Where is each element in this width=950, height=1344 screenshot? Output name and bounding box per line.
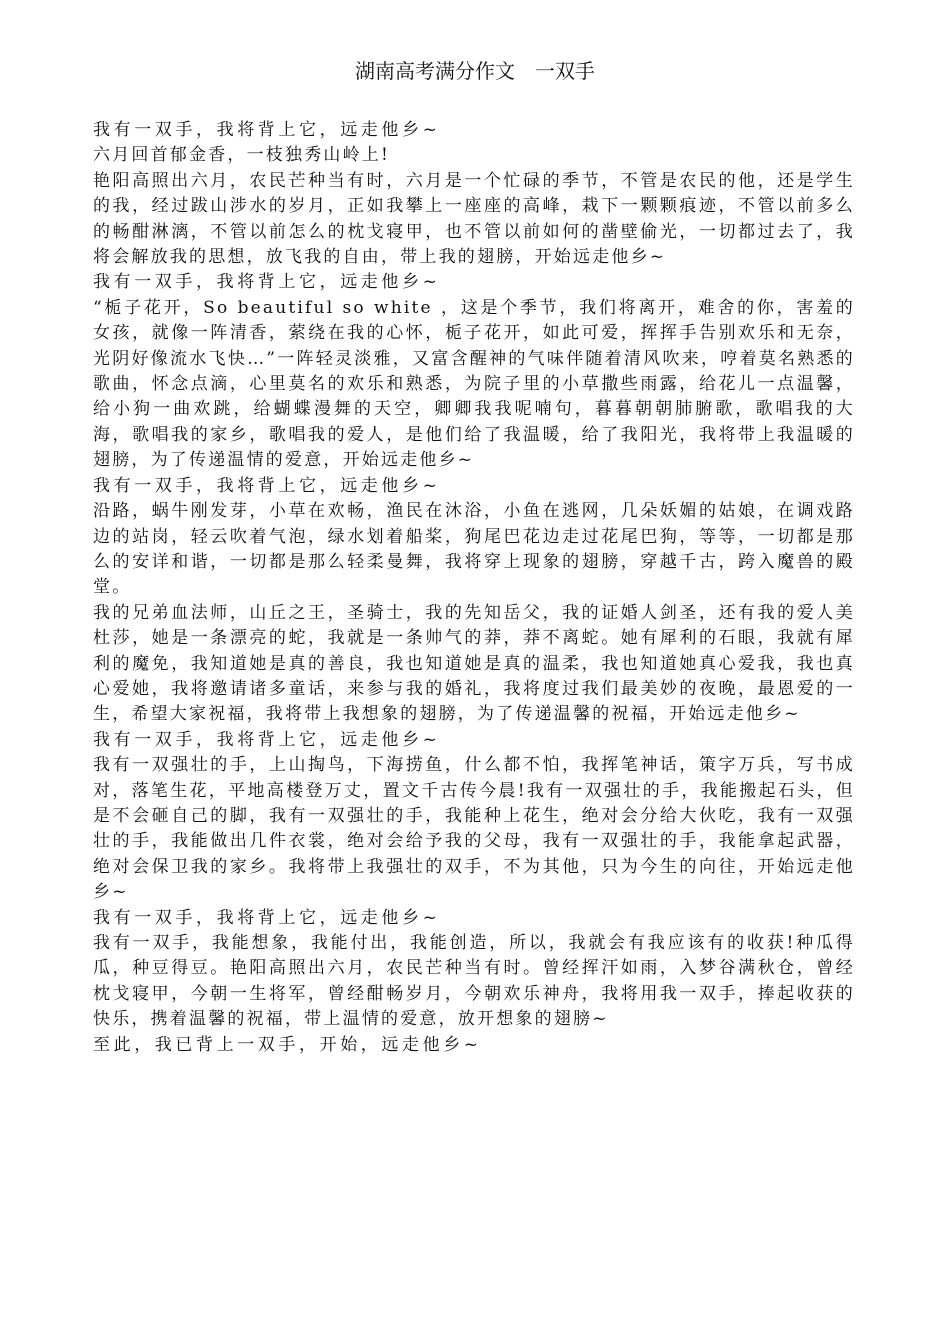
essay-paragraph: 六月回首郁金香，一枝独秀山岭上! bbox=[93, 145, 391, 166]
essay-paragraph: 我有一双手，我能想象，我能付出，我能创造，所以，我就会有我应该有的收获!种瓜得瓜，种豆得豆。艳阳高照出六月，农民芒种当有时。曾经挥汗如雨，入梦谷满秋仓，曾经枕戈寝甲，今朝一生将军，曾经酣畅岁月，今朝欢乐神舟，我将用我一双手，捧起收获的快乐，携着温馨的祝福，带上温情的爱意，放开想象的翅膀~ bbox=[93, 933, 855, 1030]
essay-paragraph-refrain: 我有一双手，我将背上它，远走他乡~ bbox=[93, 272, 441, 293]
essay-paragraph: “栀子花开，So beautiful so white ，这是个季节，我们将离开，难舍的你，害羞的女孩，就像一阵清香，萦绕在我的心怀，栀子花开，如此可爱，挥挥手告别欢乐和无奈，光阴好像流水飞快…”一阵轻灵淡雅，又富含醒神的气味伴随着清风吹来，哼着莫名熟悉的歌曲，怀念点滴，心里莫名的欢乐和熟悉，为院子里的小草撒些雨露，给花儿一点温馨，给小狗一曲欢跳，给蝴蝶漫舞的天空，卿卿我我呢喃句，暮暮朝朝肺腑歌，歌唱我的大海，歌唱我的家乡，歌唱我的爱人，是他们给了我温暖，给了我阳光，我将带上我温暖的翅膀，为了传递温情的爱意，开始远走他乡~ bbox=[93, 297, 855, 471]
essay-paragraph-closing: 至此，我已背上一双手，开始，远走他乡~ bbox=[93, 1034, 482, 1055]
essay-paragraph: 沿路，蜗牛刚发芽，小草在欢畅，渔民在沐浴，小鱼在逃网，几朵妖媚的姑娘，在调戏路边的站岗，轻云吹着气泡，绿水划着船桨，狗尾巴花边走过花尾巴狗，等等，一切都是那么的安详和谐，一切都是那么轻柔曼舞，我将穿上现象的翅膀，穿越千古，跨入魔兽的殿堂。 bbox=[93, 501, 855, 598]
essay-paragraph: 我有一双强壮的手，上山掏鸟，下海捞鱼，什么都不怕，我挥笔神话，策字万兵，写书成对，落笔生花，平地高楼登万丈，置文千古传今晨!我有一双强壮的手，我能搬起石头，但是不会砸自己的脚，我有一双强壮的手，我能种上花生，绝对会分给大伙吃，我有一双强壮的手，我能做出几件衣裳，绝对会给予我的父母，我有一双强壮的手，我能拿起武器，绝对会保卫我的家乡。我将带上我强壮的双手，不为其他，只为今生的向往，开始远走他乡~ bbox=[93, 755, 855, 903]
essay-paragraph-refrain: 我有一双手，我将背上它，远走他乡~ bbox=[93, 475, 441, 496]
essay-paragraph-refrain: 我有一双手，我将背上它，远走他乡~ bbox=[93, 120, 441, 140]
essay-paragraph: 艳阳高照出六月，农民芒种当有时，六月是一个忙碌的季节，不管是农民的他，还是学生的我，经过跋山涉水的岁月，正如我攀上一座座的高峰，栽下一颗颗痕迹，不管以前多么的畅酣淋漓，不管以前怎么的枕戈寝甲，也不管以前如何的凿壁偷光，一切都过去了，我将会解放我的思想，放飞我的自由，带上我的翅膀，开始远走他乡~ bbox=[93, 170, 855, 268]
essay-paragraph-refrain: 我有一双手，我将背上它，远走他乡~ bbox=[93, 907, 441, 928]
essay-paragraph: 我的兄弟血法师，山丘之王，圣骑士，我的先知岳父，我的证婚人剑圣，还有我的爱人美杜莎，她是一条漂亮的蛇，我就是一条帅气的莽，莽不离蛇。她有犀利的石眼，我就有犀利的魔免，我知道她是真的善良，我也知道她是真的温柔，我也知道她真心爱我，我也真心爱她，我将邀请诸多童话，来参与我的婚礼，我将度过我们最美妙的夜晚，最恩爱的一生，希望大家祝福，我将带上我想象的翅膀，为了传递温馨的祝福，开始远走他乡~ bbox=[93, 602, 855, 725]
essay-paragraph-refrain: 我有一双手，我将背上它，远走他乡~ bbox=[93, 729, 441, 750]
essay-body bbox=[93, 118, 855, 1058]
document-title: 湖南高考满分作文 一双手 bbox=[355, 59, 595, 83]
